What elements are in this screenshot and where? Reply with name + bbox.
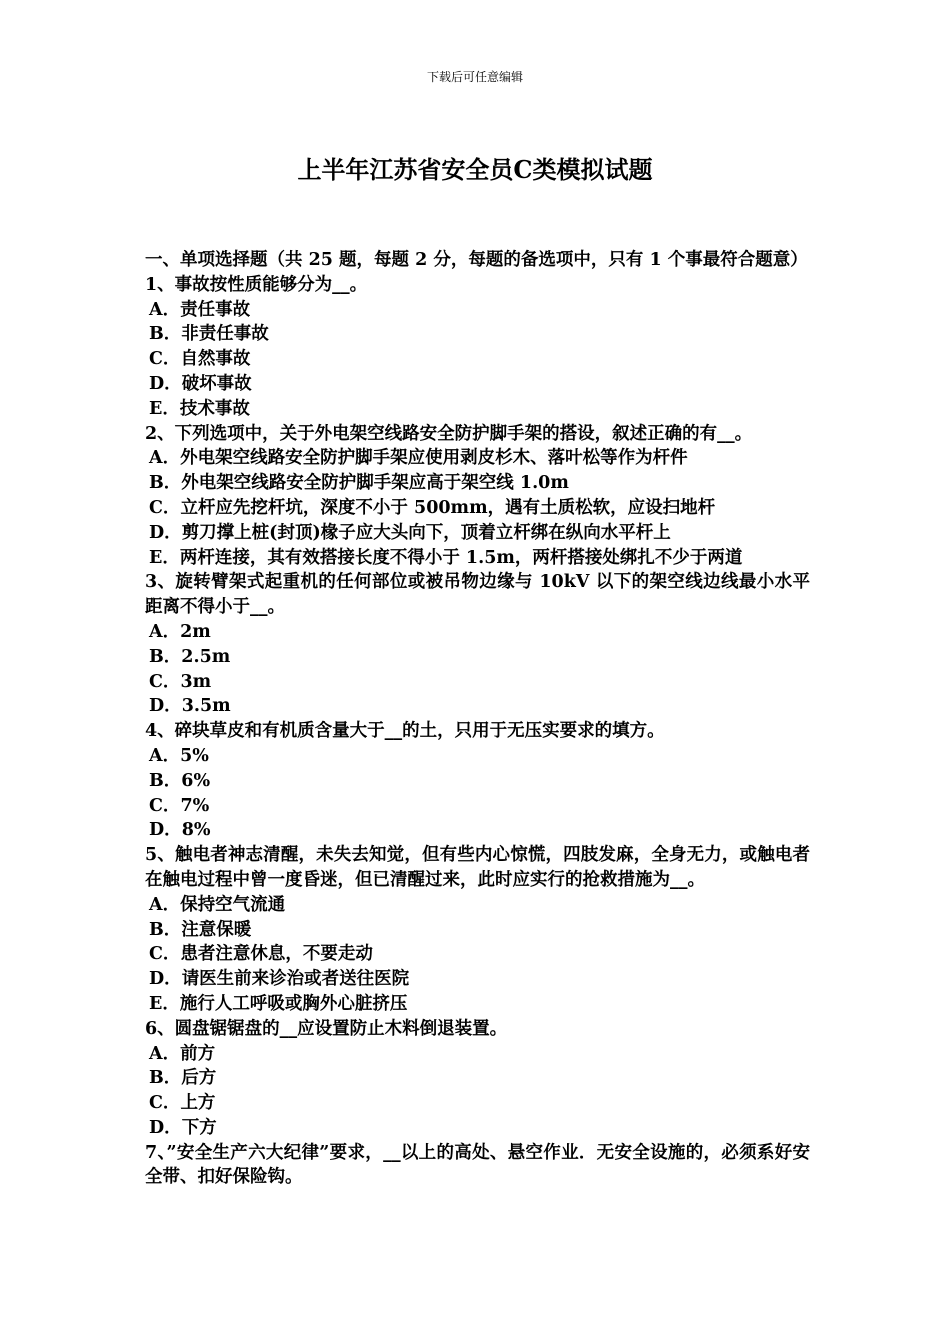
option-text: 保持空气流通 [180,894,286,915]
option-item [145,794,810,819]
option-letter: D． [149,696,182,717]
option-letter: C． [149,795,181,816]
option-item [145,670,810,695]
option-letter: B． [149,324,182,345]
question-7 [145,1141,810,1191]
option-text: 破坏事故 [181,373,252,394]
question-3 [145,570,810,719]
option-letter: B． [149,646,182,667]
question-stem: 6、圆盘锯锯盘的__应设置防止木料倒退装置。 [145,1018,508,1039]
option-text: 两杆连接，其有效搭接长度不得小于 1.5m，两杆搭接处绑扎不少于两道 [179,547,743,568]
option-letter: D． [149,1117,182,1138]
option-letter: B． [149,770,182,791]
option-letter: C． [149,1093,181,1114]
option-text: 后方 [181,1068,217,1089]
option-text: 8% [181,820,211,841]
option-item [145,992,810,1017]
option-item [145,645,810,670]
option-letter: D． [149,373,182,394]
option-item [145,372,810,397]
option-letter: A． [149,448,181,469]
option-item [145,818,810,843]
option-letter: A． [149,299,181,320]
option-text: 2m [180,621,211,642]
question-2 [145,422,810,571]
question-5 [145,843,810,1017]
option-item [145,521,810,546]
option-item [145,967,810,992]
option-letter: A． [149,621,181,642]
option-text: 自然事故 [180,349,251,370]
option-item [145,694,810,719]
option-item [145,397,810,422]
option-text: 6% [181,770,211,791]
option-text: 施行人工呼吸或胸外心脏挤压 [179,993,408,1014]
option-text: 技术事故 [179,398,250,419]
document-title: 上半年江苏省安全员C类模拟试题 [297,155,653,184]
option-text: 外电架空线路安全防护脚手架应使用剥皮杉木、落叶松等作为杆件 [180,448,688,469]
option-letter: B． [149,1068,182,1089]
option-item [145,496,810,521]
option-letter: B． [149,473,182,494]
question-stem: 5、触电者神志清醒，未失去知觉，但有些内心惊慌，四肢发麻，全身无力，或触电者在触电过程中曾一度昏迷，但已清醒过来，此时应实行的抢救措施为__。 [145,845,810,890]
option-list [145,744,810,843]
option-letter: B． [149,919,182,940]
question-stem: 4、碎块草皮和有机质含量大于__的土，只用于无压实要求的填方。 [145,721,665,742]
section-heading: 一、单项选择题（共 25 题，每题 2 分，每题的备选项中，只有 1 个事最符合题意） [145,250,808,270]
option-item [145,942,810,967]
option-list [145,1042,810,1141]
question-stem: 3、旋转臂架式起重机的任何部位或被吊物边缘与 10kV 以下的架空线边线最小水平距离不得小于__。 [145,572,810,618]
option-item [145,1042,810,1067]
question-stem: 1、事故按性质能够分为__。 [145,274,368,295]
option-text: 前方 [180,1043,216,1064]
option-letter: D． [149,969,182,990]
option-list [145,298,810,422]
option-text: 上方 [180,1093,216,1114]
option-item [145,893,810,918]
option-text: 外电架空线路安全防护脚手架应高于架空线 1.0m [181,473,569,494]
option-letter: C． [149,671,181,692]
option-item [145,1116,810,1141]
option-list [145,620,810,719]
question-stem: 7、”安全生产六大纪律”要求，__以上的高处、悬空作业．无安全设施的，必须系好安全带、扣好保险钩。 [145,1142,810,1188]
option-letter: D． [149,522,182,543]
question-stem: 2、下列选项中，关于外电架空线路安全防护脚手架的搭设，叙述正确的有__。 [145,423,753,444]
option-item [145,744,810,769]
option-text: 3m [180,671,212,692]
option-text: 患者注意休息，不要走动 [180,944,373,965]
option-list [145,893,810,1017]
option-text: 5% [180,745,209,766]
option-text: 立杆应先挖杆坑，深度不小于 500mm，遇有土质松软，应设扫地杆 [180,497,716,518]
option-text: 非责任事故 [181,324,269,345]
exam-content [145,248,810,1190]
option-item [145,446,810,471]
question-6 [145,1017,810,1141]
option-item [145,471,810,496]
option-letter: C． [149,349,181,370]
option-item [145,298,810,323]
option-item [145,1091,810,1116]
option-text: 剪刀撑上桩(封顶)椽子应大头向下，顶着立杆绑在纵向水平杆上 [181,522,671,543]
option-list [145,446,810,570]
question-4 [145,719,810,843]
question-1 [145,273,810,422]
option-text: 3.5m [181,696,231,717]
option-letter: A． [149,745,181,766]
option-letter: C． [149,497,181,518]
option-letter: A． [149,1043,181,1064]
option-letter: E． [149,547,180,568]
option-letter: E． [149,398,180,419]
option-text: 请医生前来诊治或者送往医院 [181,969,410,990]
option-item [145,620,810,645]
header-note: 下载后可任意编辑 [426,70,523,84]
option-text: 注意保暖 [181,919,252,940]
option-text: 责任事故 [180,299,251,320]
option-item [145,918,810,943]
option-item [145,546,810,571]
option-text: 下方 [181,1117,217,1138]
option-letter: A． [149,894,181,915]
option-letter: E． [149,993,180,1014]
option-letter: D． [149,820,182,841]
question-list [145,273,810,1190]
option-item [145,1066,810,1091]
option-item [145,347,810,372]
option-text: 2.5m [181,646,231,667]
option-item [145,769,810,794]
option-letter: C． [149,944,181,965]
option-item [145,322,810,347]
option-text: 7% [180,795,210,816]
